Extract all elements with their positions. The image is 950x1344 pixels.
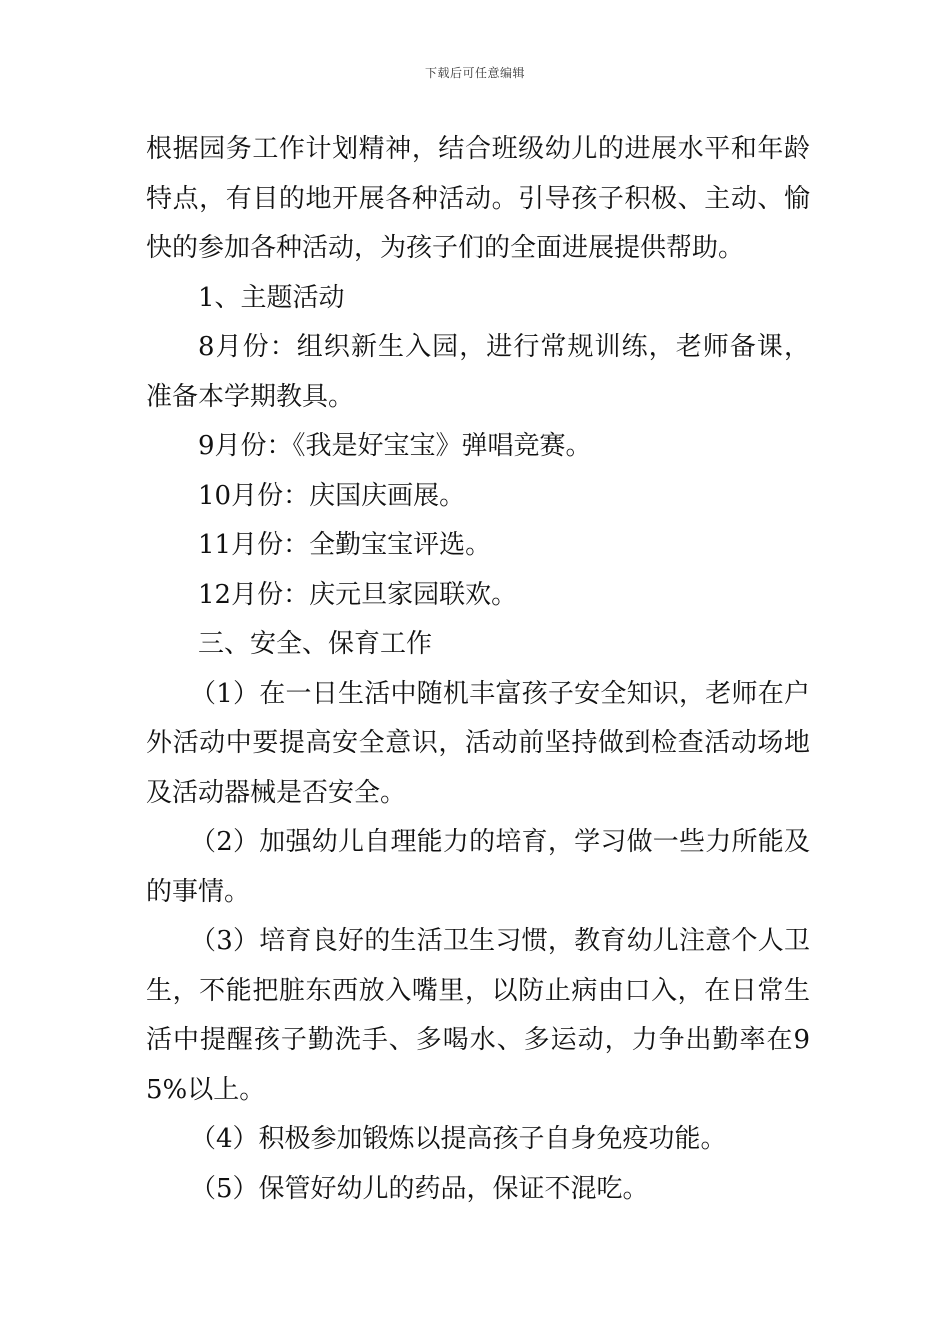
paragraph-item-5: （5）保管好幼儿的药品，保证不混吃。 [190, 1173, 649, 1204]
paragraph-september: 9月份：《我是好宝宝》弹唱竞赛。 [198, 431, 592, 461]
paragraph-august: 8月份：组织新生入园，进行常规训练，老师备课，准备本学期教具。 [146, 332, 810, 412]
paragraph-item-3: （3）培育良好的生活卫生习惯，教育幼儿注意个人卫生，不能把脏东西放入嘴里，以防止病由口入，在日常生活中提醒孩子勤洗手、多喝水、多运动，力争出勤率在95%以上。 [146, 926, 810, 1105]
page-header: 下载后可任意编辑 [424, 66, 525, 80]
paragraph-november: 11月份：全勤宝宝评选。 [198, 530, 492, 560]
document-body [146, 125, 810, 1214]
paragraph-item-4: （4）积极参加锻炼以提高孩子自身免疫功能。 [190, 1124, 727, 1154]
paragraph-december: 12月份：庆元旦家园联欢。 [198, 579, 518, 610]
paragraph-item-1: （1）在一日生活中随机丰富孩子安全知识，老师在户外活动中要提高安全意识，活动前坚持做到检查活动场地及活动器械是否安全。 [146, 678, 810, 808]
section-heading-safety-care: 三、安全、保育工作 [198, 629, 433, 659]
paragraph-intro: 根据园务工作计划精神，结合班级幼儿的进展水平和年龄特点，有目的地开展各种活动。引导孩子积极、主动、愉快的参加各种活动，为孩子们的全面进展提供帮助。 [146, 134, 810, 263]
section-heading-theme-activities: 1、主题活动 [198, 282, 345, 313]
paragraph-item-2: （2）加强幼儿自理能力的培育，学习做一些力所能及的事情。 [146, 827, 810, 907]
paragraph-october: 10月份：庆国庆画展。 [198, 480, 466, 511]
